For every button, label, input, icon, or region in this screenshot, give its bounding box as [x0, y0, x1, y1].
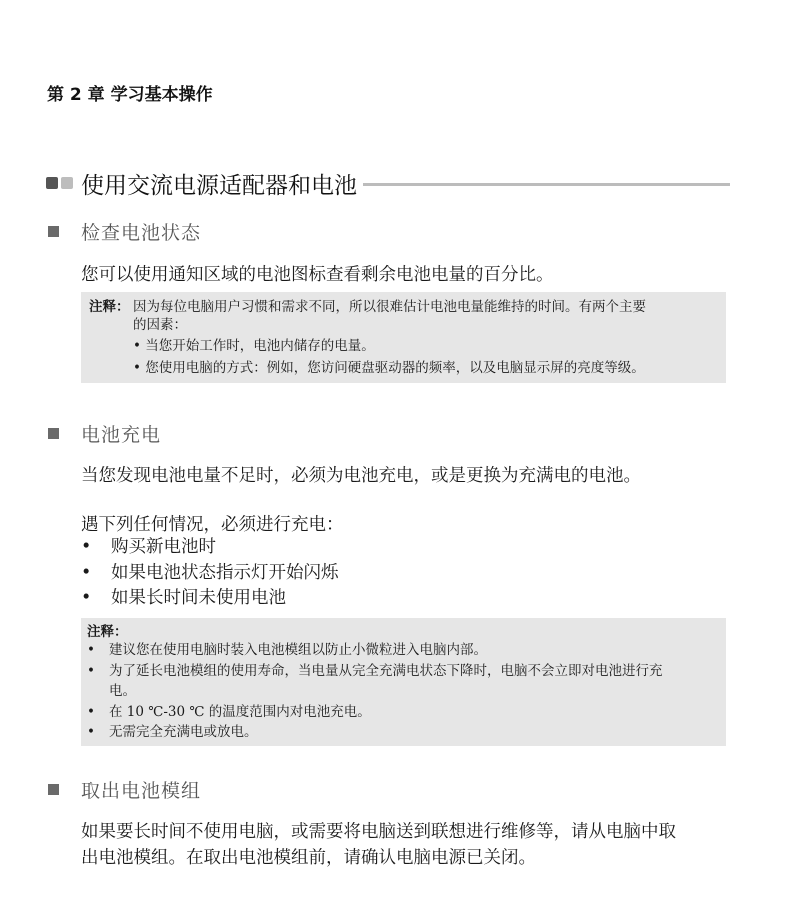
list-item — [81, 533, 216, 558]
note-bullet — [87, 662, 663, 680]
section-title-text: 使用交流电源适配器和电池 — [81, 172, 357, 199]
list-bullet: • — [81, 563, 92, 583]
subheading-remove-battery — [48, 776, 201, 803]
chapter-header: 第 2 章 学习基本操作 — [47, 85, 213, 105]
section-marker-light — [61, 177, 73, 189]
note-bullet: • 当您开始工作时，电池内储存的电量。 — [133, 338, 375, 354]
note-label: 注释： — [87, 624, 128, 640]
section-title — [46, 166, 730, 200]
subheading-battery-status — [48, 218, 201, 245]
list-item — [81, 584, 286, 609]
list-bullet: • — [81, 588, 92, 608]
note-label: 注释： — [89, 299, 130, 315]
battery-status-note — [81, 292, 726, 383]
charging-intro: 当您发现电池电量不足时，必须为电池充电，或是更换为充满电的电池。 — [81, 466, 641, 486]
list-item-text: 如果长时间未使用电池 — [111, 588, 286, 608]
list-item — [81, 559, 339, 584]
note-bullet-text: 建议您在使用电脑时装入电池模组以防止小微粒进入电脑内部。 — [109, 642, 487, 658]
note-bullet-text: 无需完全充满电或放电。 — [109, 724, 258, 740]
note-bullet-dot: • — [87, 663, 95, 679]
subheading-text: 电池充电 — [81, 424, 162, 446]
subheading-marker — [48, 226, 59, 237]
section-marker-dark — [46, 177, 58, 189]
note-bullet-continuation: 电。 — [109, 683, 136, 699]
note-bullet-dot: • — [87, 704, 95, 720]
note-bullet-dot: • — [87, 724, 95, 740]
subheading-marker — [48, 428, 59, 439]
note-bullet — [87, 723, 258, 741]
subheading-text: 检查电池状态 — [81, 222, 202, 244]
list-item-text: 购买新电池时 — [111, 537, 216, 557]
note-bullet: • 您使用电脑的方式：例如，您访问硬盘驱动器的频率，以及电脑显示屏的亮度等级。 — [133, 360, 645, 376]
note-bullet-dot: • — [87, 642, 95, 658]
remove-paragraph-line: 如果要长时间不使用电脑，或需要将电脑送到联想进行维修等，请从电脑中取 — [81, 822, 676, 842]
note-bullet — [87, 641, 487, 659]
list-item-text: 如果电池状态指示灯开始闪烁 — [111, 563, 339, 583]
note-bullet-text: 在 10 ℃-30 ℃ 的温度范围内对电池充电。 — [109, 704, 371, 720]
remove-paragraph-line: 出电池模组。在取出电池模组前，请确认电脑电源已关闭。 — [81, 848, 536, 868]
note-bullet-text: 为了延长电池模组的使用寿命，当电量从完全充满电状态下降时，电脑不会立即对电池进行充 — [109, 663, 663, 679]
note-text-line: 因为每位电脑用户习惯和需求不同，所以很难估计电池电量能维持的时间。有两个主要 — [133, 299, 646, 315]
charging-note — [81, 618, 726, 746]
charging-lead: 遇下列任何情况，必须进行充电： — [81, 515, 344, 535]
subheading-charging — [48, 420, 161, 447]
battery-status-intro: 您可以使用通知区域的电池图标查看剩余电池电量的百分比。 — [81, 265, 554, 285]
list-bullet: • — [81, 537, 92, 557]
note-text-line: 的因素： — [133, 317, 187, 333]
note-bullet — [87, 703, 371, 721]
subheading-marker — [48, 784, 59, 795]
section-title-rule — [363, 183, 730, 186]
subheading-text: 取出电池模组 — [81, 780, 202, 802]
